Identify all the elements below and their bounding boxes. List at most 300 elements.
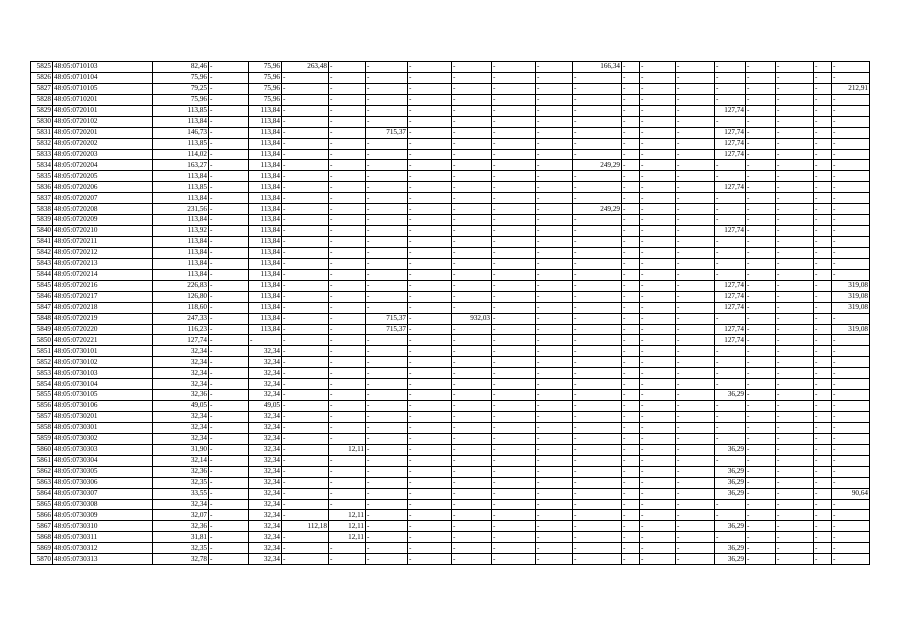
table-cell: - (282, 335, 329, 346)
table-cell: - (408, 379, 452, 390)
table-cell: - (492, 543, 536, 554)
table-cell: - (622, 510, 640, 521)
table-cell: 127,74 (715, 182, 746, 193)
table-cell: - (408, 313, 452, 324)
table-cell: - (492, 247, 536, 258)
table-cell: - (622, 291, 640, 302)
table-cell: - (573, 127, 622, 138)
table-cell: - (452, 171, 492, 182)
table-row (31, 368, 870, 379)
table-cell: - (715, 433, 746, 444)
table-cell: - (492, 160, 536, 171)
table-cell: - (452, 532, 492, 543)
table-cell: - (329, 433, 366, 444)
table-cell: - (832, 532, 870, 543)
table-cell: - (492, 324, 536, 335)
table-cell: - (366, 291, 408, 302)
row-number-cell: 5839 (31, 215, 53, 226)
table-cell: - (366, 554, 408, 565)
table-cell: - (329, 466, 366, 477)
table-cell: 32,34 (249, 455, 282, 466)
table-cell: - (452, 346, 492, 357)
table-cell: 36,29 (715, 390, 746, 401)
table-cell: - (573, 401, 622, 412)
table-cell: - (640, 149, 676, 160)
table-cell: - (814, 433, 832, 444)
table-cell: - (814, 62, 832, 73)
table-cell: - (536, 160, 573, 171)
table-cell: - (452, 215, 492, 226)
table-cell: - (209, 521, 249, 532)
row-number-cell: 5855 (31, 390, 53, 401)
table-cell: - (492, 258, 536, 269)
table-cell: - (492, 412, 536, 423)
table-cell: - (366, 521, 408, 532)
table-cell: - (832, 521, 870, 532)
cadastral-number-cell: 48:05:0730102 (53, 357, 153, 368)
table-cell: - (329, 280, 366, 291)
table-cell: - (746, 324, 776, 335)
row-number-cell: 5867 (31, 521, 53, 532)
table-cell: 113,84 (249, 127, 282, 138)
table-cell: 32,36 (153, 521, 209, 532)
table-row (31, 412, 870, 423)
table-cell: - (676, 324, 715, 335)
table-cell: - (329, 105, 366, 116)
table-cell: 32,36 (153, 466, 209, 477)
table-cell: 36,29 (715, 543, 746, 554)
table-cell: - (622, 401, 640, 412)
table-cell: - (676, 357, 715, 368)
table-cell: - (776, 182, 814, 193)
table-cell: - (573, 510, 622, 521)
table-cell: - (776, 215, 814, 226)
table-cell: - (776, 94, 814, 105)
table-cell: - (282, 488, 329, 499)
table-cell: - (366, 433, 408, 444)
table-cell: - (282, 543, 329, 554)
table-cell: - (492, 280, 536, 291)
cadastral-number-cell: 48:05:0720213 (53, 258, 153, 269)
table-cell: 113,84 (249, 226, 282, 237)
table-cell: 75,96 (153, 72, 209, 83)
table-cell: - (640, 521, 676, 532)
table-cell: 127,74 (715, 149, 746, 160)
table-cell: - (832, 335, 870, 346)
table-cell: - (814, 543, 832, 554)
row-number-cell: 5838 (31, 204, 53, 215)
table-cell: - (282, 401, 329, 412)
table-cell: - (209, 488, 249, 499)
table-cell: - (814, 379, 832, 390)
table-cell: - (715, 499, 746, 510)
table-cell: - (776, 105, 814, 116)
table-cell: - (452, 466, 492, 477)
table-row (31, 313, 870, 324)
table-cell: - (209, 258, 249, 269)
table-cell: - (329, 313, 366, 324)
table-cell: - (676, 543, 715, 554)
row-number-cell: 5848 (31, 313, 53, 324)
table-cell: - (676, 422, 715, 433)
table-cell: 12,11 (329, 510, 366, 521)
table-cell: - (492, 499, 536, 510)
table-cell: - (329, 346, 366, 357)
table-cell: - (832, 116, 870, 127)
table-cell: - (282, 433, 329, 444)
table-cell: 112,18 (282, 521, 329, 532)
table-cell: 113,84 (249, 193, 282, 204)
table-cell: - (573, 444, 622, 455)
table-cell: - (746, 237, 776, 248)
table-cell: - (640, 401, 676, 412)
table-cell: 116,23 (153, 324, 209, 335)
table-row (31, 105, 870, 116)
table-cell: - (622, 269, 640, 280)
table-cell: 113,84 (153, 237, 209, 248)
table-cell: - (776, 346, 814, 357)
table-cell: - (622, 182, 640, 193)
table-cell: - (676, 313, 715, 324)
table-cell: - (746, 160, 776, 171)
table-cell: - (622, 237, 640, 248)
table-cell: - (776, 83, 814, 94)
table-cell: - (452, 105, 492, 116)
table-cell: - (814, 149, 832, 160)
table-cell: - (622, 94, 640, 105)
table-cell: - (492, 171, 536, 182)
table-cell: 113,84 (249, 280, 282, 291)
table-cell: - (492, 521, 536, 532)
table-cell: - (536, 455, 573, 466)
table-cell: - (715, 247, 746, 258)
table-cell: - (282, 466, 329, 477)
table-cell: - (832, 433, 870, 444)
table-cell: - (408, 193, 452, 204)
cadastral-number-cell: 48:05:0720201 (53, 127, 153, 138)
table-cell: - (329, 455, 366, 466)
table-cell: - (282, 302, 329, 313)
row-number-cell: 5833 (31, 149, 53, 160)
table-cell: - (536, 368, 573, 379)
table-cell: - (408, 127, 452, 138)
table-cell: - (366, 72, 408, 83)
cadastral-number-cell: 48:05:0710103 (53, 62, 153, 73)
table-cell: - (329, 94, 366, 105)
table-cell: - (776, 313, 814, 324)
table-cell: 113,85 (153, 138, 209, 149)
table-cell: 212,91 (832, 83, 870, 94)
table-cell: - (209, 357, 249, 368)
table-cell: - (282, 390, 329, 401)
table-cell: - (676, 455, 715, 466)
table-cell: - (452, 291, 492, 302)
table-cell: - (640, 105, 676, 116)
table-cell: - (573, 346, 622, 357)
table-cell: 32,34 (249, 346, 282, 357)
table-cell: 127,74 (715, 335, 746, 346)
table-cell: - (536, 105, 573, 116)
table-cell: - (814, 412, 832, 423)
table-cell: - (536, 422, 573, 433)
table-cell: - (452, 521, 492, 532)
cadastral-number-cell: 48:05:0730309 (53, 510, 153, 521)
table-cell: 319,08 (832, 302, 870, 313)
row-number-cell: 5860 (31, 444, 53, 455)
table-cell: - (640, 215, 676, 226)
table-cell: - (640, 433, 676, 444)
table-cell: - (366, 401, 408, 412)
table-cell: 32,34 (153, 368, 209, 379)
table-cell: - (622, 138, 640, 149)
table-cell: - (776, 401, 814, 412)
table-cell: - (814, 72, 832, 83)
table-cell: 113,84 (153, 215, 209, 226)
table-cell: - (209, 499, 249, 510)
table-cell: - (209, 215, 249, 226)
table-cell: 113,84 (249, 324, 282, 335)
cadastral-number-cell: 48:05:0710104 (53, 72, 153, 83)
row-number-cell: 5842 (31, 247, 53, 258)
table-cell: - (814, 313, 832, 324)
row-number-cell: 5845 (31, 280, 53, 291)
cadastral-number-cell: 48:05:0730105 (53, 390, 153, 401)
table-cell: - (832, 105, 870, 116)
table-cell: - (776, 488, 814, 499)
table-cell: - (536, 335, 573, 346)
cadastral-number-cell: 48:05:0720206 (53, 182, 153, 193)
table-cell: - (676, 116, 715, 127)
table-cell: - (209, 193, 249, 204)
table-cell: - (536, 346, 573, 357)
table-cell: - (832, 269, 870, 280)
table-cell: 247,33 (153, 313, 209, 324)
table-cell: - (832, 422, 870, 433)
table-cell: - (366, 335, 408, 346)
table-cell: - (282, 237, 329, 248)
table-cell: - (676, 127, 715, 138)
table-row (31, 488, 870, 499)
cadastral-number-cell: 48:05:0720202 (53, 138, 153, 149)
table-cell: - (776, 521, 814, 532)
table-cell: - (366, 422, 408, 433)
table-cell: - (676, 160, 715, 171)
table-cell: - (573, 554, 622, 565)
table-cell: - (408, 116, 452, 127)
table-cell: - (814, 215, 832, 226)
row-number-cell: 5862 (31, 466, 53, 477)
table-row (31, 138, 870, 149)
table-cell: - (622, 204, 640, 215)
table-cell: - (573, 171, 622, 182)
table-cell: - (640, 171, 676, 182)
table-cell: - (452, 116, 492, 127)
table-cell: - (640, 94, 676, 105)
table-cell: - (209, 444, 249, 455)
cadastral-number-cell: 48:05:0720208 (53, 204, 153, 215)
table-cell: - (209, 422, 249, 433)
table-cell: - (492, 390, 536, 401)
table-cell: - (715, 510, 746, 521)
table-cell: - (536, 488, 573, 499)
table-cell: - (573, 379, 622, 390)
table-cell: - (814, 466, 832, 477)
table-cell: - (329, 422, 366, 433)
table-cell: - (622, 116, 640, 127)
table-cell: - (814, 324, 832, 335)
table-cell: - (746, 554, 776, 565)
table-cell: - (282, 269, 329, 280)
cadastral-number-cell: 48:05:0720210 (53, 226, 153, 237)
table-cell: - (536, 237, 573, 248)
table-cell: - (622, 455, 640, 466)
table-cell: - (622, 368, 640, 379)
table-cell: 32,35 (153, 543, 209, 554)
table-cell: 75,96 (249, 83, 282, 94)
table-cell: - (832, 455, 870, 466)
table-cell: - (814, 444, 832, 455)
cadastral-number-cell: 48:05:0730106 (53, 401, 153, 412)
table-cell: - (676, 62, 715, 73)
table-cell: - (492, 149, 536, 160)
cadastral-number-cell: 48:05:0720218 (53, 302, 153, 313)
table-cell: - (282, 204, 329, 215)
table-cell: - (209, 280, 249, 291)
table-cell: - (329, 357, 366, 368)
table-cell: - (832, 247, 870, 258)
table-cell: 113,85 (153, 105, 209, 116)
table-cell: 113,84 (249, 171, 282, 182)
table-cell: - (814, 401, 832, 412)
table-cell: 79,25 (153, 83, 209, 94)
table-cell: 75,96 (249, 94, 282, 105)
table-cell: - (366, 357, 408, 368)
table-cell: - (640, 335, 676, 346)
table-cell: - (536, 193, 573, 204)
table-cell: 127,74 (715, 291, 746, 302)
table-cell: - (776, 204, 814, 215)
table-cell: - (832, 215, 870, 226)
row-number-cell: 5849 (31, 324, 53, 335)
table-cell: - (329, 182, 366, 193)
table-cell: - (573, 313, 622, 324)
table-cell: - (366, 62, 408, 73)
table-cell: - (622, 324, 640, 335)
table-cell: - (366, 488, 408, 499)
row-number-cell: 5826 (31, 72, 53, 83)
table-cell: - (776, 62, 814, 73)
table-cell: - (814, 83, 832, 94)
table-cell: 32,34 (249, 532, 282, 543)
table-cell: - (746, 280, 776, 291)
table-cell: - (814, 335, 832, 346)
table-cell: - (452, 204, 492, 215)
table-cell: 75,96 (249, 62, 282, 73)
table-cell: - (715, 72, 746, 83)
table-cell: 113,85 (153, 182, 209, 193)
table-cell: - (329, 193, 366, 204)
cadastral-number-cell: 48:05:0720211 (53, 237, 153, 248)
table-cell: - (746, 412, 776, 423)
table-cell: 32,34 (249, 488, 282, 499)
table-cell: - (746, 313, 776, 324)
table-cell: - (622, 466, 640, 477)
table-cell: 32,36 (153, 390, 209, 401)
table-cell: - (814, 258, 832, 269)
table-cell: - (209, 160, 249, 171)
table-cell: - (676, 94, 715, 105)
table-cell: - (622, 127, 640, 138)
table-cell: - (573, 105, 622, 116)
table-cell: 33,55 (153, 488, 209, 499)
table-cell: 146,73 (153, 127, 209, 138)
table-cell: - (814, 499, 832, 510)
table-cell: - (329, 215, 366, 226)
table-cell: 32,34 (153, 412, 209, 423)
table-cell: - (452, 444, 492, 455)
table-cell: - (676, 401, 715, 412)
cadastral-number-cell: 48:05:0720101 (53, 105, 153, 116)
table-cell: - (366, 280, 408, 291)
table-row (31, 554, 870, 565)
table-cell: 36,29 (715, 444, 746, 455)
table-cell: - (329, 390, 366, 401)
table-cell: - (282, 313, 329, 324)
table-cell: - (573, 237, 622, 248)
table-cell: - (209, 324, 249, 335)
table-cell: - (209, 433, 249, 444)
table-cell: - (282, 357, 329, 368)
table-cell: - (746, 116, 776, 127)
table-cell: - (746, 105, 776, 116)
table-cell: - (329, 204, 366, 215)
table-cell: - (832, 346, 870, 357)
table-cell: - (573, 149, 622, 160)
table-cell: - (746, 193, 776, 204)
table-row (31, 269, 870, 280)
table-cell: - (492, 269, 536, 280)
table-cell: - (640, 455, 676, 466)
table-cell: - (408, 532, 452, 543)
table-cell: - (776, 193, 814, 204)
table-cell: - (366, 532, 408, 543)
table-cell: - (715, 94, 746, 105)
table-cell: - (776, 510, 814, 521)
cadastral-number-cell: 48:05:0730305 (53, 466, 153, 477)
table-cell: - (676, 499, 715, 510)
table-cell: - (573, 193, 622, 204)
row-number-cell: 5847 (31, 302, 53, 313)
cadastral-number-cell: 48:05:0720209 (53, 215, 153, 226)
table-cell: - (492, 72, 536, 83)
table-cell: 113,84 (249, 247, 282, 258)
cadastral-number-cell: 48:05:0730301 (53, 422, 153, 433)
table-cell: - (832, 477, 870, 488)
table-cell: - (746, 182, 776, 193)
table-cell: - (536, 412, 573, 423)
table-cell: - (536, 258, 573, 269)
table-cell: - (622, 346, 640, 357)
table-cell: - (282, 94, 329, 105)
table-cell: - (452, 269, 492, 280)
table-cell: - (814, 532, 832, 543)
table-row (31, 499, 870, 510)
row-number-cell: 5853 (31, 368, 53, 379)
table-cell: - (408, 346, 452, 357)
table-cell: - (832, 127, 870, 138)
table-cell: - (366, 444, 408, 455)
table-cell: - (676, 444, 715, 455)
